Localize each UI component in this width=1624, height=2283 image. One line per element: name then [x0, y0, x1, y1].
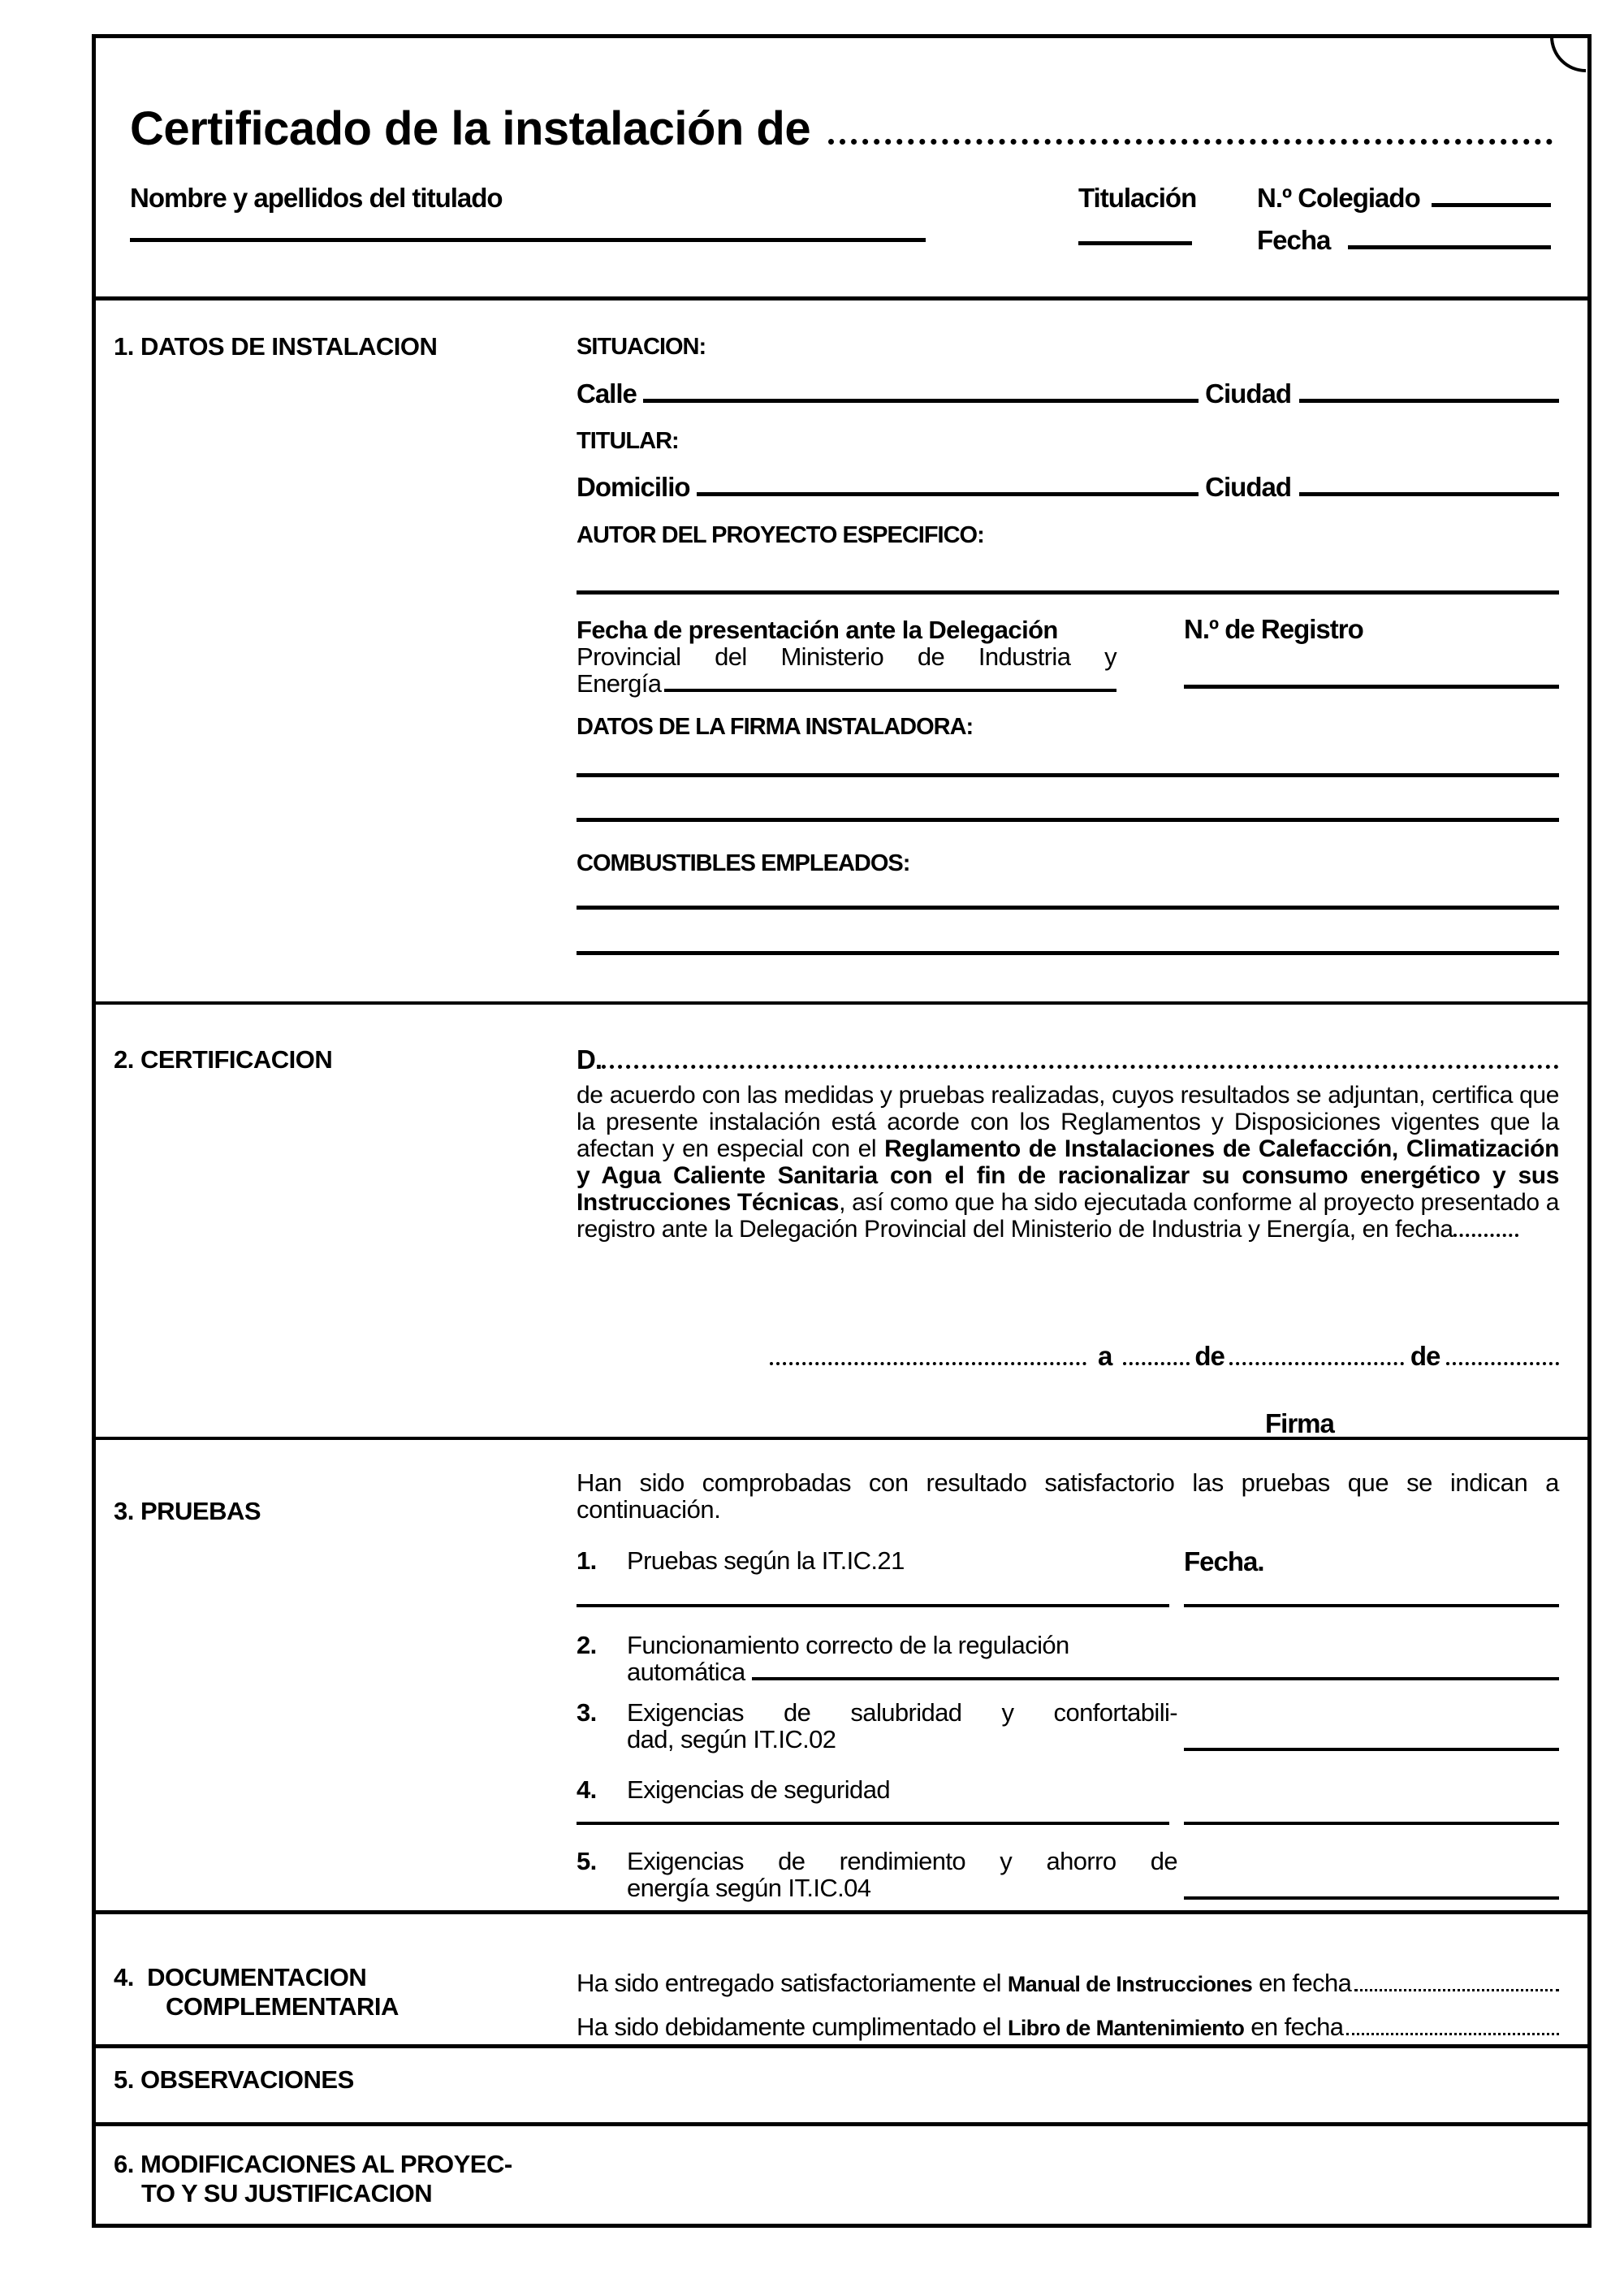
name-field[interactable]: [130, 238, 926, 242]
colegiado-label: N.º Colegiado: [1257, 183, 1420, 213]
section-4-heading-line1: 4. DOCUMENTACION: [114, 1963, 367, 1991]
calle-row: [577, 379, 1559, 409]
manual-text-post: en fecha: [1252, 1969, 1352, 1997]
section-3-heading: 3. PRUEBAS: [114, 1497, 261, 1525]
libro-fecha-field[interactable]: [1346, 2033, 1559, 2035]
divider: [96, 2122, 1587, 2126]
fecha-row: [1257, 225, 1557, 256]
prueba-num-1: 1.: [577, 1546, 597, 1575]
situacion-label: SITUACION:: [577, 334, 706, 360]
certifier-name-field[interactable]: [602, 1065, 1559, 1069]
month-field[interactable]: [1229, 1362, 1404, 1365]
prueba-5-field[interactable]: [1184, 1896, 1559, 1900]
prueba-num-2: 2.: [577, 1631, 597, 1659]
name-label: Nombre y apellidos del titulado: [130, 183, 503, 213]
prueba-text-2a: Funcionamiento correcto de la regulación: [627, 1631, 1069, 1659]
manual-text-pre: Ha sido entregado satisfactoriamente el: [577, 1969, 1008, 1997]
calle-field[interactable]: [643, 399, 1199, 403]
titular-label: TITULAR:: [577, 428, 679, 454]
prueba-item-1: [577, 1547, 1177, 1574]
calle-label: Calle: [577, 378, 637, 409]
fecha-field[interactable]: [1348, 245, 1551, 249]
domicilio-row: [577, 473, 1559, 502]
domicilio-label: Domicilio: [577, 472, 690, 502]
domicilio-field[interactable]: [697, 492, 1199, 496]
prueba-item-5: [577, 1848, 1177, 1901]
prueba-text-3a: Exigencias de salubridad y confortabili-: [627, 1698, 1177, 1727]
libro-text-pre: Ha sido debidamente cumplimentado el: [577, 2013, 1008, 2041]
firma-label: Firma: [1265, 1408, 1334, 1438]
titulacion-label: Titulación: [1078, 183, 1197, 213]
prueba-text-5b: energía según IT.IC.04: [627, 1874, 871, 1902]
pruebas-fecha-label: Fecha.: [1184, 1546, 1264, 1576]
para-text-1: de acuerdo con las medidas y pruebas realizadas, cuyos resultados se adjuntan, certifica que la presente instalación está acorde con los Reglamentos y Disposiciones vigentes que la afectan y en especial con el: [577, 1082, 1559, 1162]
fecha-label: Fecha: [1257, 225, 1331, 255]
installation-type-field[interactable]: [828, 139, 1553, 145]
modificaciones-area[interactable]: [577, 2138, 1559, 2219]
observaciones-area[interactable]: [577, 2060, 1559, 2117]
libro-row: [577, 2013, 1559, 2042]
autor-field[interactable]: [577, 590, 1559, 595]
libro-mantenimiento-text: Libro de Mantenimiento: [1007, 2016, 1245, 2040]
registro-label: N.º de Registro: [1184, 614, 1363, 644]
d-label: D.: [577, 1044, 602, 1074]
para-text-2: , así como que ha sido ejecutada conforme al proyecto presentado a registro ante la Delegación Provincial del Ministerio de Industria y Energía, en fecha: [577, 1189, 1559, 1243]
folded-corner-icon: [1550, 37, 1586, 72]
colegiado-field[interactable]: [1432, 203, 1551, 207]
d-row: [577, 1045, 1559, 1074]
section-6-heading-line2: TO Y SU JUSTIFICACION: [141, 2179, 433, 2207]
divider: [96, 296, 1587, 301]
firma-instaladora-field-1[interactable]: [577, 773, 1559, 777]
prueba-3-field[interactable]: [1184, 1748, 1559, 1751]
certification-paragraph: [577, 1082, 1559, 1243]
titulacion-field[interactable]: [1078, 241, 1192, 245]
fecha-presentacion-line3: [577, 670, 1116, 697]
title-row: [130, 102, 1559, 156]
ciudad2-label: Ciudad: [1205, 472, 1291, 502]
combustibles-field-1[interactable]: [577, 906, 1559, 910]
de-label-2: de: [1410, 1341, 1440, 1371]
registro-field[interactable]: [1184, 685, 1559, 689]
prueba-text-3b: dad, según IT.IC.02: [627, 1725, 836, 1753]
prueba-item-4: [577, 1776, 1177, 1803]
prueba-num-5: 5.: [577, 1847, 597, 1875]
prueba-item-3: [577, 1699, 1177, 1753]
reglamento-text: Reglamento de Instalaciones de Calefacción, Climatización y Agua Caliente Sanitaria con el fin de racionalizar su consumo energético y sus Instrucciones Técnicas: [577, 1135, 1559, 1216]
section-4-heading-line2: COMPLEMENTARIA: [166, 1992, 399, 2021]
place-field[interactable]: [770, 1362, 1086, 1365]
manual-fecha-field[interactable]: [1354, 1989, 1559, 1991]
ciudad-field[interactable]: [1299, 399, 1559, 403]
divider: [96, 1910, 1587, 1914]
date-place-row: [770, 1342, 1559, 1371]
registro-fecha-field[interactable]: [1453, 1234, 1518, 1237]
manual-instrucciones-text: Manual de Instrucciones: [1007, 1972, 1253, 1996]
prueba-2-field[interactable]: [752, 1677, 1559, 1680]
prueba-4-field[interactable]: [577, 1822, 1169, 1825]
combustibles-field-2[interactable]: [577, 951, 1559, 955]
certificate-form: [92, 34, 1592, 2228]
fecha-presentacion-field[interactable]: [664, 689, 1116, 692]
year-field[interactable]: [1446, 1362, 1559, 1365]
prueba-item-2: [577, 1632, 1559, 1685]
section-2-heading: 2. CERTIFICACION: [114, 1045, 333, 1074]
divider: [96, 2044, 1587, 2048]
energia-label: Energía: [577, 669, 662, 698]
firma-instaladora-label: DATOS DE LA FIRMA INSTALADORA:: [577, 714, 974, 740]
colegiado-row: [1257, 183, 1557, 214]
page-title: Certificado de la instalación de: [130, 102, 811, 155]
section-6-heading: [114, 2150, 512, 2208]
prueba-text-1: Pruebas según la IT.IC.21: [627, 1546, 905, 1575]
divider: [96, 1437, 1587, 1440]
fecha-presentacion-line2: Provincial del Ministerio de Industria y: [577, 642, 1116, 671]
ciudad2-field[interactable]: [1299, 492, 1559, 496]
de-label-1: de: [1194, 1341, 1224, 1371]
prueba-1-fecha-field[interactable]: [1184, 1604, 1559, 1607]
prueba-text-4: Exigencias de seguridad: [627, 1775, 890, 1804]
prueba-text-2b: automática: [627, 1658, 745, 1686]
a-label: a: [1098, 1341, 1112, 1371]
libro-text-post: en fecha: [1244, 2013, 1344, 2041]
section-4-heading: [114, 1963, 399, 2021]
autor-label: AUTOR DEL PROYECTO ESPECIFICO:: [577, 522, 984, 548]
firma-instaladora-field-2[interactable]: [577, 818, 1559, 822]
ciudad-label: Ciudad: [1205, 378, 1291, 409]
prueba-4-fecha-field[interactable]: [1184, 1822, 1559, 1825]
section-1-heading: 1. DATOS DE INSTALACION: [114, 332, 438, 361]
prueba-num-3: 3.: [577, 1698, 597, 1727]
divider: [96, 1001, 1587, 1005]
pruebas-intro: Han sido comprobadas con resultado satisfactorio las pruebas que se indican a continuación.: [577, 1468, 1559, 1524]
prueba-text-5a: Exigencias de rendimiento y ahorro de: [627, 1847, 1177, 1875]
section-5-heading: 5. OBSERVACIONES: [114, 2065, 354, 2094]
day-field[interactable]: [1123, 1362, 1190, 1365]
combustibles-label: COMBUSTIBLES EMPLEADOS:: [577, 850, 910, 876]
manual-row: [577, 1970, 1559, 1998]
fecha-presentacion-label: [577, 616, 1116, 697]
section-6-heading-line1: 6. MODIFICACIONES AL PROYEC-: [114, 2150, 512, 2178]
prueba-num-4: 4.: [577, 1775, 597, 1804]
fecha-presentacion-line1: Fecha de presentación ante la Delegación: [577, 616, 1058, 644]
prueba-1-field[interactable]: [577, 1604, 1169, 1607]
